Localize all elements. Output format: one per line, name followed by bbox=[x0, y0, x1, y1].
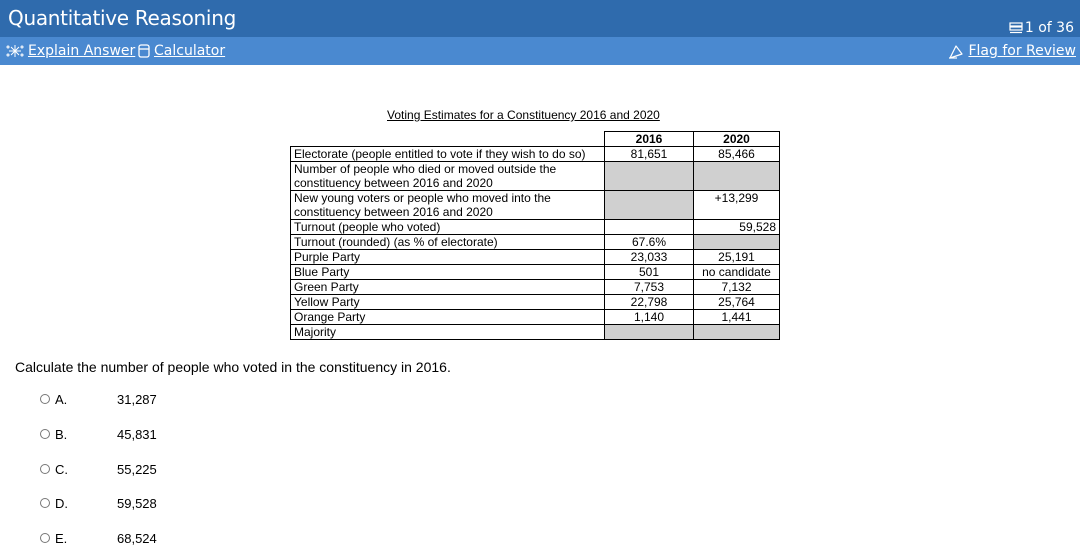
column-header-2020: 2020 bbox=[694, 132, 780, 147]
cell-2020: 85,466 bbox=[694, 147, 780, 162]
toolbar bbox=[0, 37, 1080, 65]
table-row bbox=[291, 325, 780, 340]
option-letter: E. bbox=[55, 530, 68, 546]
radio-button[interactable] bbox=[40, 394, 50, 404]
cell-2020: +13,299 bbox=[694, 191, 780, 220]
explain-answer-label: Explain Answer bbox=[28, 43, 136, 59]
row-label: Number of people who died or moved outside the constituency between 2016 and 2020 bbox=[291, 162, 605, 191]
answer-option-a[interactable] bbox=[40, 390, 157, 408]
cell-2020 bbox=[694, 325, 780, 340]
table-row bbox=[291, 295, 780, 310]
option-value: 45,831 bbox=[117, 426, 157, 442]
voting-estimates-table bbox=[290, 131, 780, 340]
cell-2020 bbox=[694, 162, 780, 191]
explain-answer-button[interactable] bbox=[6, 43, 135, 59]
cell-2016: 22,798 bbox=[605, 295, 694, 310]
question-list-icon[interactable] bbox=[1009, 21, 1023, 35]
cell-2020: 59,528 bbox=[694, 220, 780, 235]
row-label: Blue Party bbox=[291, 265, 605, 280]
row-label: Yellow Party bbox=[291, 295, 605, 310]
table-row bbox=[291, 280, 780, 295]
cell-2020: 25,764 bbox=[694, 295, 780, 310]
page-title: Quantitative Reasoning bbox=[8, 6, 236, 30]
option-letter: C. bbox=[55, 461, 68, 477]
row-label: Turnout (rounded) (as % of electorate) bbox=[291, 235, 605, 250]
header-bar bbox=[0, 0, 1080, 37]
header-empty-cell bbox=[291, 132, 605, 147]
cell-2016 bbox=[605, 162, 694, 191]
cell-2016: 501 bbox=[605, 265, 694, 280]
row-label: Orange Party bbox=[291, 310, 605, 325]
option-value: 31,287 bbox=[117, 391, 157, 407]
sparkle-icon bbox=[6, 44, 24, 58]
table-row bbox=[291, 265, 780, 280]
table-row bbox=[291, 162, 780, 191]
cell-2016: 1,140 bbox=[605, 310, 694, 325]
radio-button[interactable] bbox=[40, 498, 50, 508]
table-row bbox=[291, 310, 780, 325]
table-row bbox=[291, 147, 780, 162]
row-label: Green Party bbox=[291, 280, 605, 295]
option-letter: B. bbox=[55, 426, 68, 442]
cell-2020: no candidate bbox=[694, 265, 780, 280]
cell-2020: 1,441 bbox=[694, 310, 780, 325]
cell-2016 bbox=[605, 325, 694, 340]
cell-2020: 7,132 bbox=[694, 280, 780, 295]
cell-2020 bbox=[694, 235, 780, 250]
option-letter: D. bbox=[55, 495, 68, 511]
radio-button[interactable] bbox=[40, 464, 50, 474]
option-value: 59,528 bbox=[117, 495, 157, 511]
table-row bbox=[291, 191, 780, 220]
flag-for-review-label: Flag for Review bbox=[968, 43, 1076, 59]
row-label: New young voters or people who moved into the constituency between 2016 and 2020 bbox=[291, 191, 605, 220]
column-header-2016: 2016 bbox=[605, 132, 694, 147]
calculator-label: Calculator bbox=[154, 43, 226, 59]
option-letter: A. bbox=[55, 391, 68, 407]
cell-2016 bbox=[605, 191, 694, 220]
answer-option-c[interactable] bbox=[40, 460, 157, 478]
cell-2016: 23,033 bbox=[605, 250, 694, 265]
calculator-icon bbox=[138, 44, 150, 58]
counter-text: 1 of 36 bbox=[1024, 20, 1074, 36]
calculator-button[interactable] bbox=[138, 43, 225, 59]
table-row bbox=[291, 220, 780, 235]
flag-for-review-button[interactable] bbox=[948, 43, 1076, 59]
cell-2016: 81,651 bbox=[605, 147, 694, 162]
cell-2016: 67.6% bbox=[605, 235, 694, 250]
cell-2016: 7,753 bbox=[605, 280, 694, 295]
question-counter bbox=[1009, 20, 1074, 36]
table-title: Voting Estimates for a Constituency 2016 and 2020 bbox=[387, 108, 660, 122]
table-header-row bbox=[291, 132, 780, 147]
row-label: Purple Party bbox=[291, 250, 605, 265]
answer-option-d[interactable] bbox=[40, 494, 157, 512]
row-label: Majority bbox=[291, 325, 605, 340]
radio-button[interactable] bbox=[40, 429, 50, 439]
row-label: Turnout (people who voted) bbox=[291, 220, 605, 235]
cell-2016 bbox=[605, 220, 694, 235]
table-row bbox=[291, 235, 780, 250]
cell-2020: 25,191 bbox=[694, 250, 780, 265]
option-value: 68,524 bbox=[117, 530, 157, 546]
question-text: Calculate the number of people who voted in the constituency in 2016. bbox=[15, 359, 451, 375]
flag-icon bbox=[948, 44, 964, 59]
radio-button[interactable] bbox=[40, 533, 50, 543]
row-label: Electorate (people entitled to vote if they wish to do so) bbox=[291, 147, 605, 162]
answer-option-e[interactable] bbox=[40, 529, 157, 547]
option-value: 55,225 bbox=[117, 461, 157, 477]
answer-option-b[interactable] bbox=[40, 425, 157, 443]
table-row bbox=[291, 250, 780, 265]
